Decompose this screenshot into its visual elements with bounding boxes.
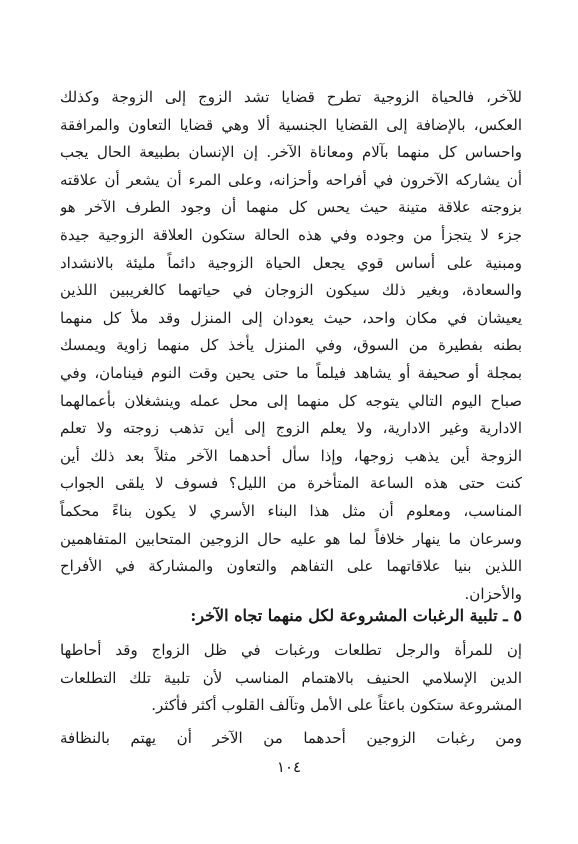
text-line: العكس، بالإضافة إلى القضايا الجنسية ألا وهي قضايا التعاون والمرافقة bbox=[60, 115, 522, 134]
text-line: والسعادة، وبغير ذلك سيكون الزوجان في حياتهما كالغريبين اللذين bbox=[60, 281, 522, 300]
text-line: الزوجة أين يذهب زوجها، وإذا سأل أحدهما الآخر مثلاً بعد ذلك أين bbox=[60, 446, 522, 465]
text-line: اللذين بنيا علاقاتهما على التفاهم والتعاون والمشاركة في الأفراح bbox=[60, 557, 522, 576]
text-line: صباح اليوم التالي يتوجه كل منهما إلى محل عمله وينشغلان بأعمالهما bbox=[60, 391, 522, 410]
text-line: بمجلة أو صحيفة أو يشاهد فيلماً ما حتى يحين وقت النوم فينامان، وفي bbox=[60, 363, 522, 382]
text-line: المناسب، ومعلوم أن مثل هذا البناء الأسري لا يكون بناءً محكماً bbox=[60, 501, 522, 520]
text-line: وسرعان ما ينهار خلافاً لما هو عليه حال الزوجين المتحابين المتفاهمين bbox=[60, 529, 522, 548]
section-heading: ٥ ـ تلبية الرغبات المشروعة لكل منهما تجاه الآخر: bbox=[190, 606, 522, 625]
page-number: ١٠٤ bbox=[276, 758, 302, 776]
text-line: بزوجته علاقة متينة حيث يحس كل منهما أن وجود الطرف الآخر هو bbox=[60, 198, 522, 217]
text-line: الدين الإسلامي الحنيف بالاهتمام المناسب لأن تلبية تلك التطلعات bbox=[60, 668, 522, 687]
page-body bbox=[60, 84, 522, 747]
text-line: الادارية وغير الادارية، ولا يعلم الزوج إلى أين تذهب زوجته ولا تعلم bbox=[60, 419, 522, 438]
text-line: إن للمرأة والرجل تطلعات ورغبات في ظل الزواج وقد أحاطها bbox=[60, 641, 522, 659]
text-line: ومبنية على أساس قوي يجعل الحياة الزوجية دائماً مليئة بالانشداد bbox=[60, 253, 522, 272]
text-line: كنت حتى هذه الساعة المتأخرة من الليل؟ فسوف لا يلقى الجواب bbox=[60, 474, 522, 493]
text-line: أن يشاركه الآخرون في أفراحه وأحزانه، وعلى المرء أن يشعر أن علاقته bbox=[60, 170, 522, 189]
text-line: يعيشان في مكان واحد، حيث يعودان إلى المنزل وقد ملأ كل منهما bbox=[60, 308, 522, 327]
paragraph-2 bbox=[60, 637, 522, 720]
text-line: بطنه بفطيرة من السوق، وفي المنزل يأخذ كل منهما زاوية ويمسك bbox=[60, 336, 522, 355]
text-line: المشروعة ستكون باعثاً على الأمل وتآلف القلوب أكثر فأكثر. bbox=[151, 696, 522, 715]
paragraph-1 bbox=[60, 84, 522, 608]
text-line: ومن رغبات الزوجين أحدهما من الآخر أن يهتم بالنظافة bbox=[60, 729, 522, 747]
paragraph-3 bbox=[60, 725, 522, 753]
text-line: والأحزان. bbox=[464, 584, 522, 603]
text-line: جزء لا يتجزأ من وجوده وفي هذه الحالة ستكون العلاقة الزوجية جيدة bbox=[60, 225, 522, 244]
text-line: للآخر، فالحياة الزوجية تطرح قضايا تشد الزوج إلى الزوجة وكذلك bbox=[60, 88, 522, 106]
text-line: واحساس كل منهما بآلام ومعاناة الآخر. إن الإنسان بطبيعة الحال يجب bbox=[60, 143, 522, 162]
